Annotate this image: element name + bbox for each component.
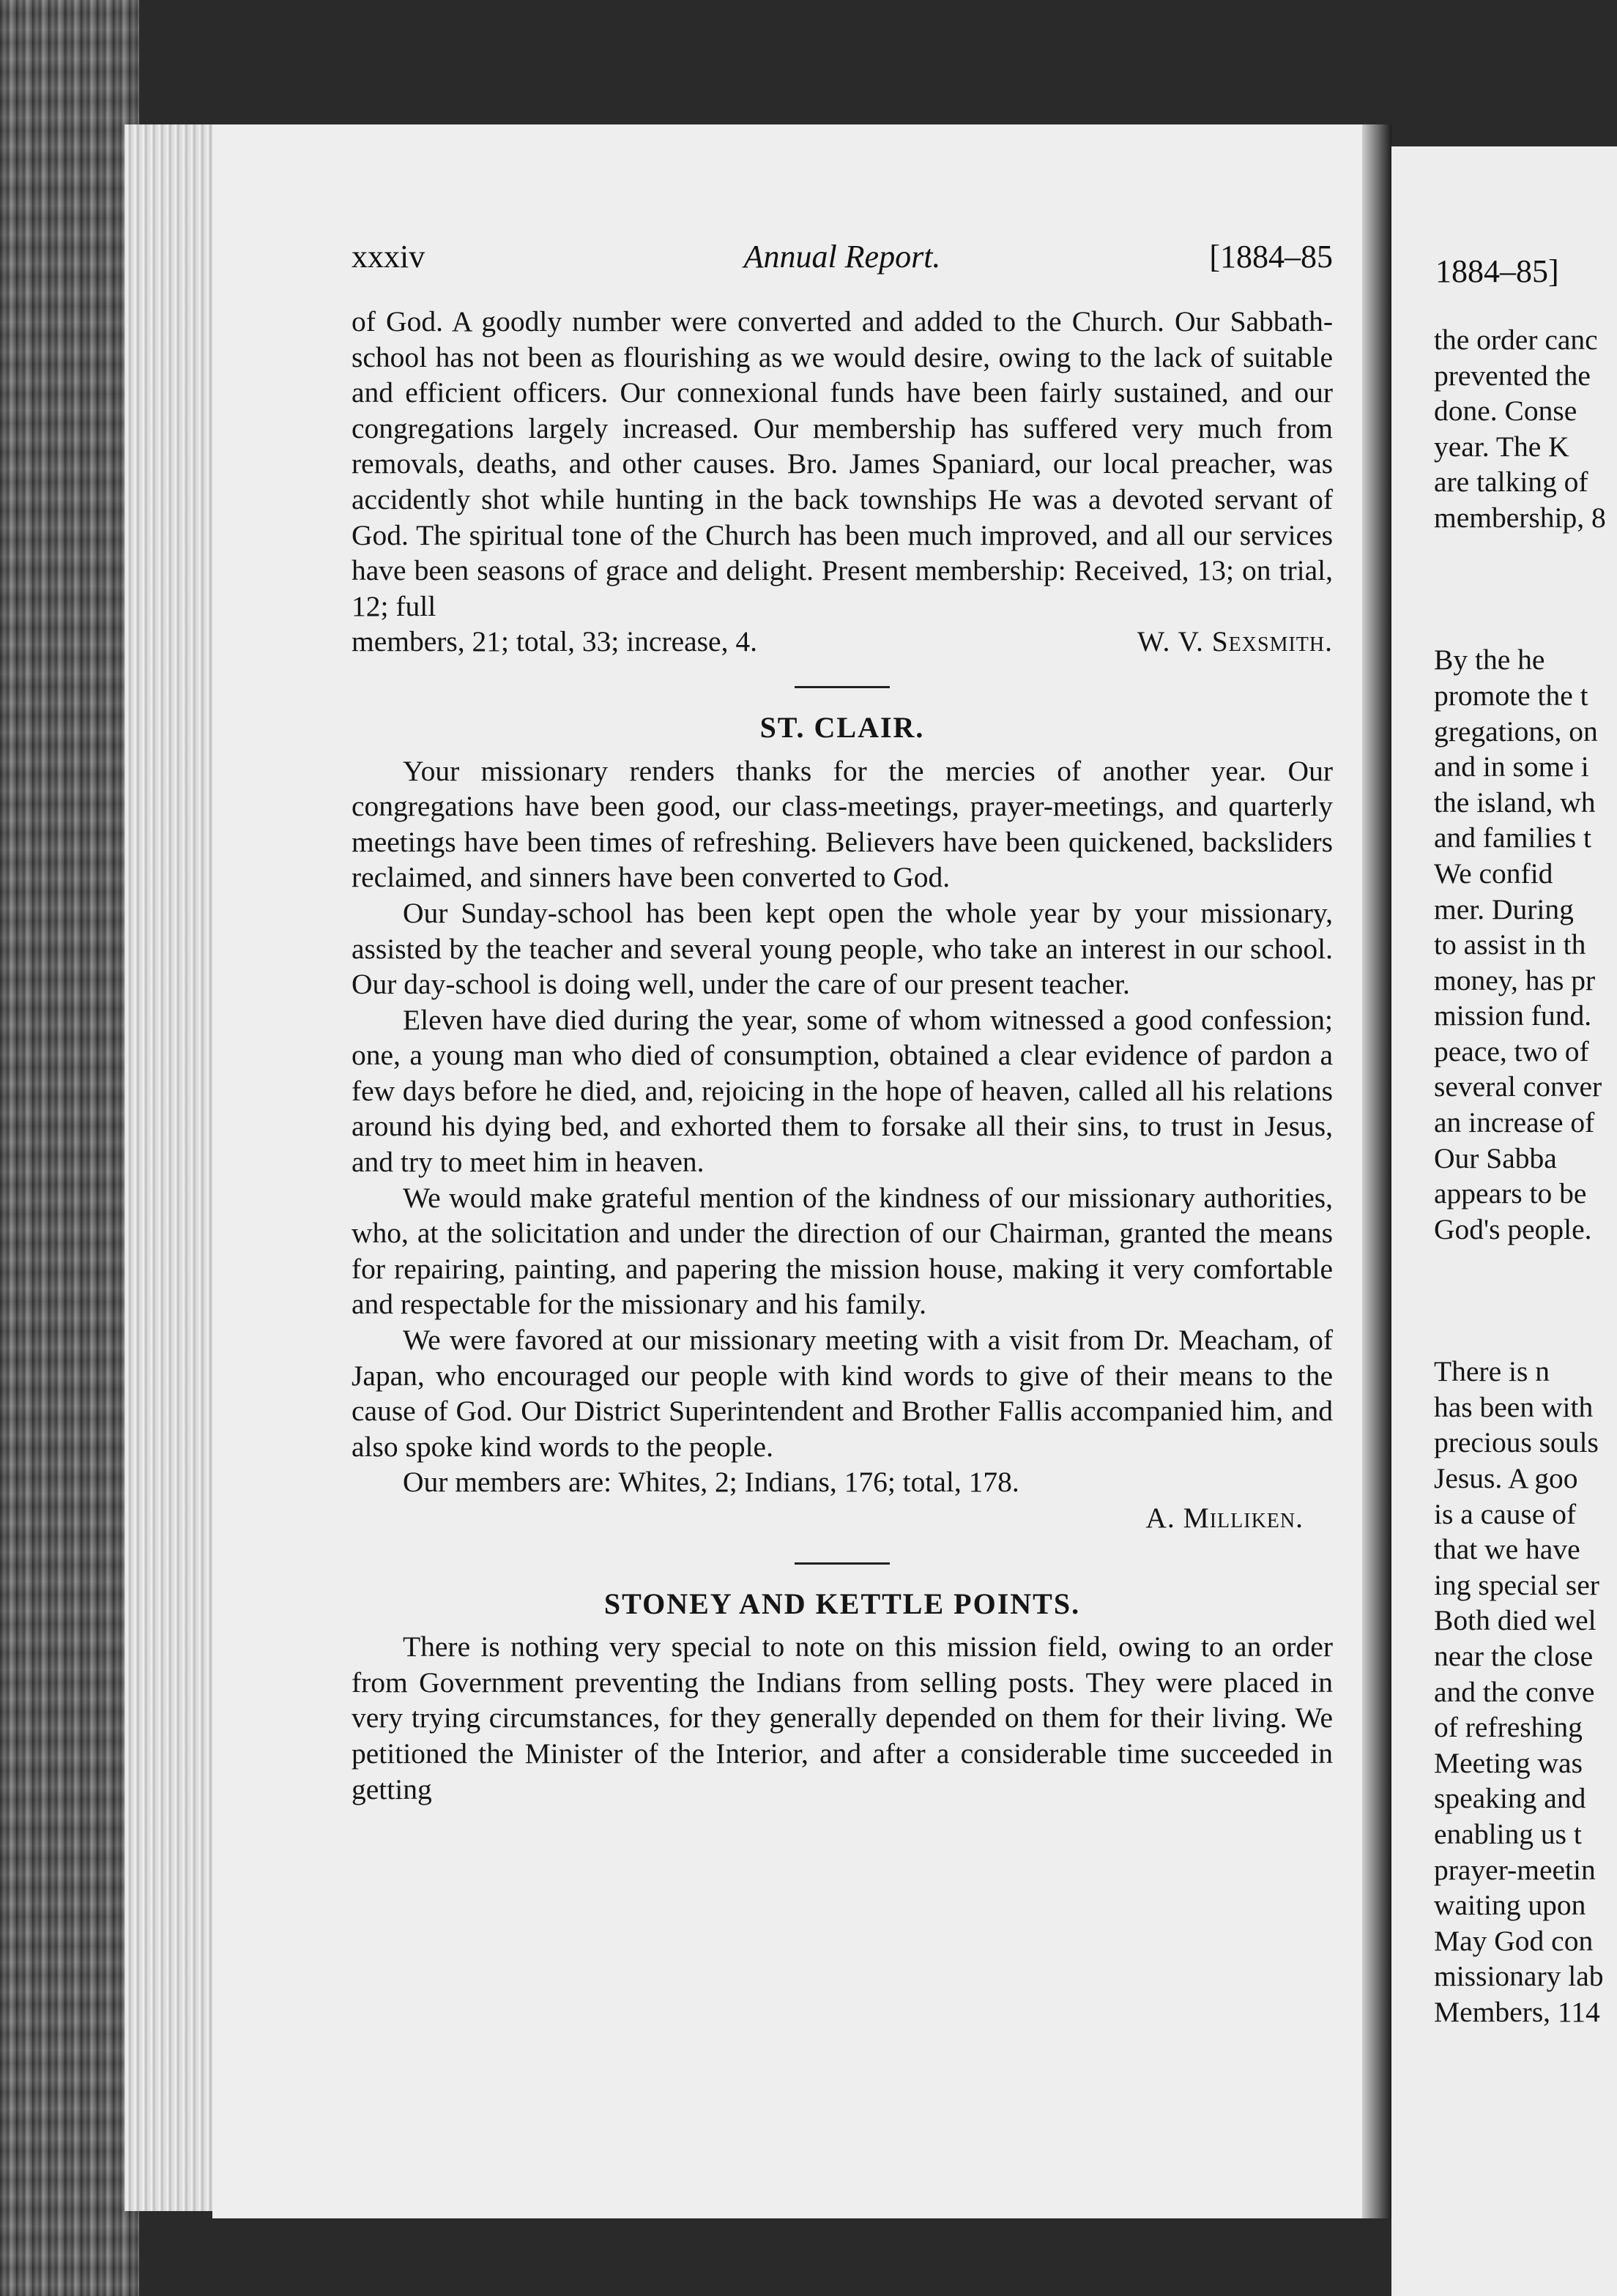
right-page-line: near the close (1434, 1639, 1594, 1672)
right-page-line: has been with (1434, 1390, 1594, 1423)
intro-signature-line (352, 624, 1333, 660)
body-text (352, 304, 1333, 1807)
right-page-line: gregations, on (1434, 715, 1598, 748)
paragraph: Our members are: Whites, 2; Indians, 176; total, 178. (403, 1466, 1019, 1499)
right-page-line: the island, wh (1434, 786, 1596, 819)
section-divider (795, 686, 890, 688)
book-fore-edge (0, 0, 139, 2296)
paragraph: We were favored at our missionary meeting with a visit from Dr. Meacham, of Japan, who encouraged our people with kind words to give of their means to the cause of God. Our District Superintendent and Brother Fallis accompanied him, and also spoke kind words to the people. (352, 1324, 1333, 1463)
right-page-line (1434, 1247, 1617, 1283)
right-page-line: that we have (1434, 1533, 1580, 1566)
left-page (212, 124, 1362, 2218)
signature: W. V. Sexsmith. (1137, 625, 1333, 658)
paragraph: We would make grateful mention of the kindness of our missionary authorities, who, at the solicitation and under the direction of our Chairman, granted the means for repairing, painting, and papering the mission house, making it very comfortable and respectable for the missionary and his family. (352, 1181, 1333, 1321)
intro-last-line: members, 21; total, 33; increase, 4. (352, 625, 757, 658)
right-page-line: missionary lab (1434, 1960, 1604, 1993)
signature: A. Milliken. (1145, 1502, 1304, 1534)
right-page-line: precious souls (1434, 1426, 1599, 1459)
right-page-line: There is n (1434, 1355, 1550, 1388)
right-page-line: enabling us t (1434, 1817, 1582, 1850)
right-page-line: and families t (1434, 821, 1591, 854)
right-page-line: Jesus. A goo (1434, 1462, 1578, 1494)
right-page-line: are talking of (1434, 466, 1588, 499)
right-page-line: ing special ser (1434, 1568, 1599, 1601)
right-page-line: Members, 114 (1434, 1995, 1600, 2028)
right-page-line: Both died wel (1434, 1604, 1596, 1637)
right-page-line: the order canc (1434, 324, 1598, 356)
section-heading-st-clair: ST. CLAIR. (759, 710, 925, 744)
right-page-line: several conver (1434, 1070, 1602, 1103)
right-page-line: Our Sabba (1434, 1141, 1557, 1174)
right-page-line: waiting upon (1434, 1889, 1586, 1922)
right-page-line (1434, 571, 1617, 607)
right-page-line: prevented the (1434, 359, 1591, 392)
paragraph: Eleven have died during the year, some of whom witnessed a good confession; one, a young man who died of consumption, obtained a clear evidence of pardon a few days before he died, and, rejoicing in the hope of heaven, called all his relations around his dying bed, and exhorted them to forsake all their sins, to trust in Jesus, and try to meet him in heaven. (352, 1003, 1333, 1179)
year-range: [1884–85 (1209, 239, 1333, 275)
right-page-line: and the conve (1434, 1675, 1595, 1708)
section-divider (795, 1562, 890, 1565)
right-page-line: membership, 8 (1434, 501, 1606, 534)
right-page-line (1434, 536, 1617, 572)
right-page-line: mission fund. (1434, 999, 1592, 1032)
right-page-line: mer. During (1434, 892, 1574, 925)
right-page-line: By the he (1434, 644, 1545, 676)
running-title: Annual Report. (743, 239, 941, 275)
right-page-text (1434, 322, 1617, 2030)
right-page-line: We confid (1434, 857, 1553, 890)
right-page-line (1434, 1283, 1617, 1319)
right-page (1391, 146, 1617, 2296)
right-page-line: promote the t (1434, 679, 1588, 712)
right-page-line: peace, two of (1434, 1035, 1589, 1067)
page-header (352, 238, 1333, 289)
right-page-line: money, has pr (1434, 963, 1596, 996)
paragraph: There is nothing very special to note on this mission field, owing to an order from Government preventing the Indians from selling posts. They were placed in very trying circumstances, for they generally depended on them for their living. We petitioned the Minister of the Interior, and after a considerable time succeeded in getting (352, 1630, 1333, 1805)
book-gutter (1362, 124, 1391, 2218)
right-page-line: done. Conse (1434, 395, 1577, 428)
section-heading-stoney-kettle: STONEY AND KETTLE POINTS. (603, 1587, 1081, 1620)
right-page-line: May God con (1434, 1924, 1594, 1957)
right-page-line (1434, 607, 1617, 643)
right-page-line: to assist in th (1434, 928, 1586, 961)
right-page-line: and in some i (1434, 750, 1589, 783)
paragraph: Your missionary renders thanks for the mercies of another year. Our congregations have been good, our class-meetings, prayer-meetings, and quarterly meetings have been times of refreshing. Believers have been quickened, backsliders reclaimed, and sinners have been converted to God. (352, 754, 1333, 894)
right-page-line: speaking and (1434, 1782, 1586, 1815)
right-page-line: year. The K (1434, 430, 1569, 463)
intro-paragraph: of God. A goodly number were converted and added to the Church. Our Sabbath-school has not been as flourishing as we would desire, owing to the lack of suitable and efficient officers. Our connexional funds have been fairly sustained, and our congregations largely increased. Our membership has suffered very much from removals, deaths, and other causes. Bro. James Spaniard, our local preacher, was accidently shot while hunting in the back townships He was a devoted servant of God. The spiritual tone of the Church has been much improved, and all our services have been seasons of grace and delight. Present membership: Received, 13; on trial, 12; full (352, 305, 1333, 622)
right-page-line: prayer-meetin (1434, 1853, 1596, 1886)
right-page-line: God's people. (1434, 1212, 1592, 1245)
right-page-line: is a cause of (1434, 1497, 1577, 1530)
right-page-line: Meeting was (1434, 1746, 1583, 1779)
right-year-range: 1884–85] (1435, 253, 1559, 289)
paragraph: Our Sunday-school has been kept open the whole year by your missionary, assisted by the teacher and several young people, who take an interest in our school. Our day-school is doing well, under the care of our present teacher. (352, 896, 1333, 1001)
page-stack-edge (124, 124, 212, 2211)
right-page-line: appears to be (1434, 1177, 1587, 1210)
right-page-line (1434, 1319, 1617, 1354)
right-page-line: an increase of (1434, 1106, 1595, 1139)
right-page-line: of refreshing (1434, 1711, 1583, 1744)
page-number: xxxiv (352, 239, 425, 275)
